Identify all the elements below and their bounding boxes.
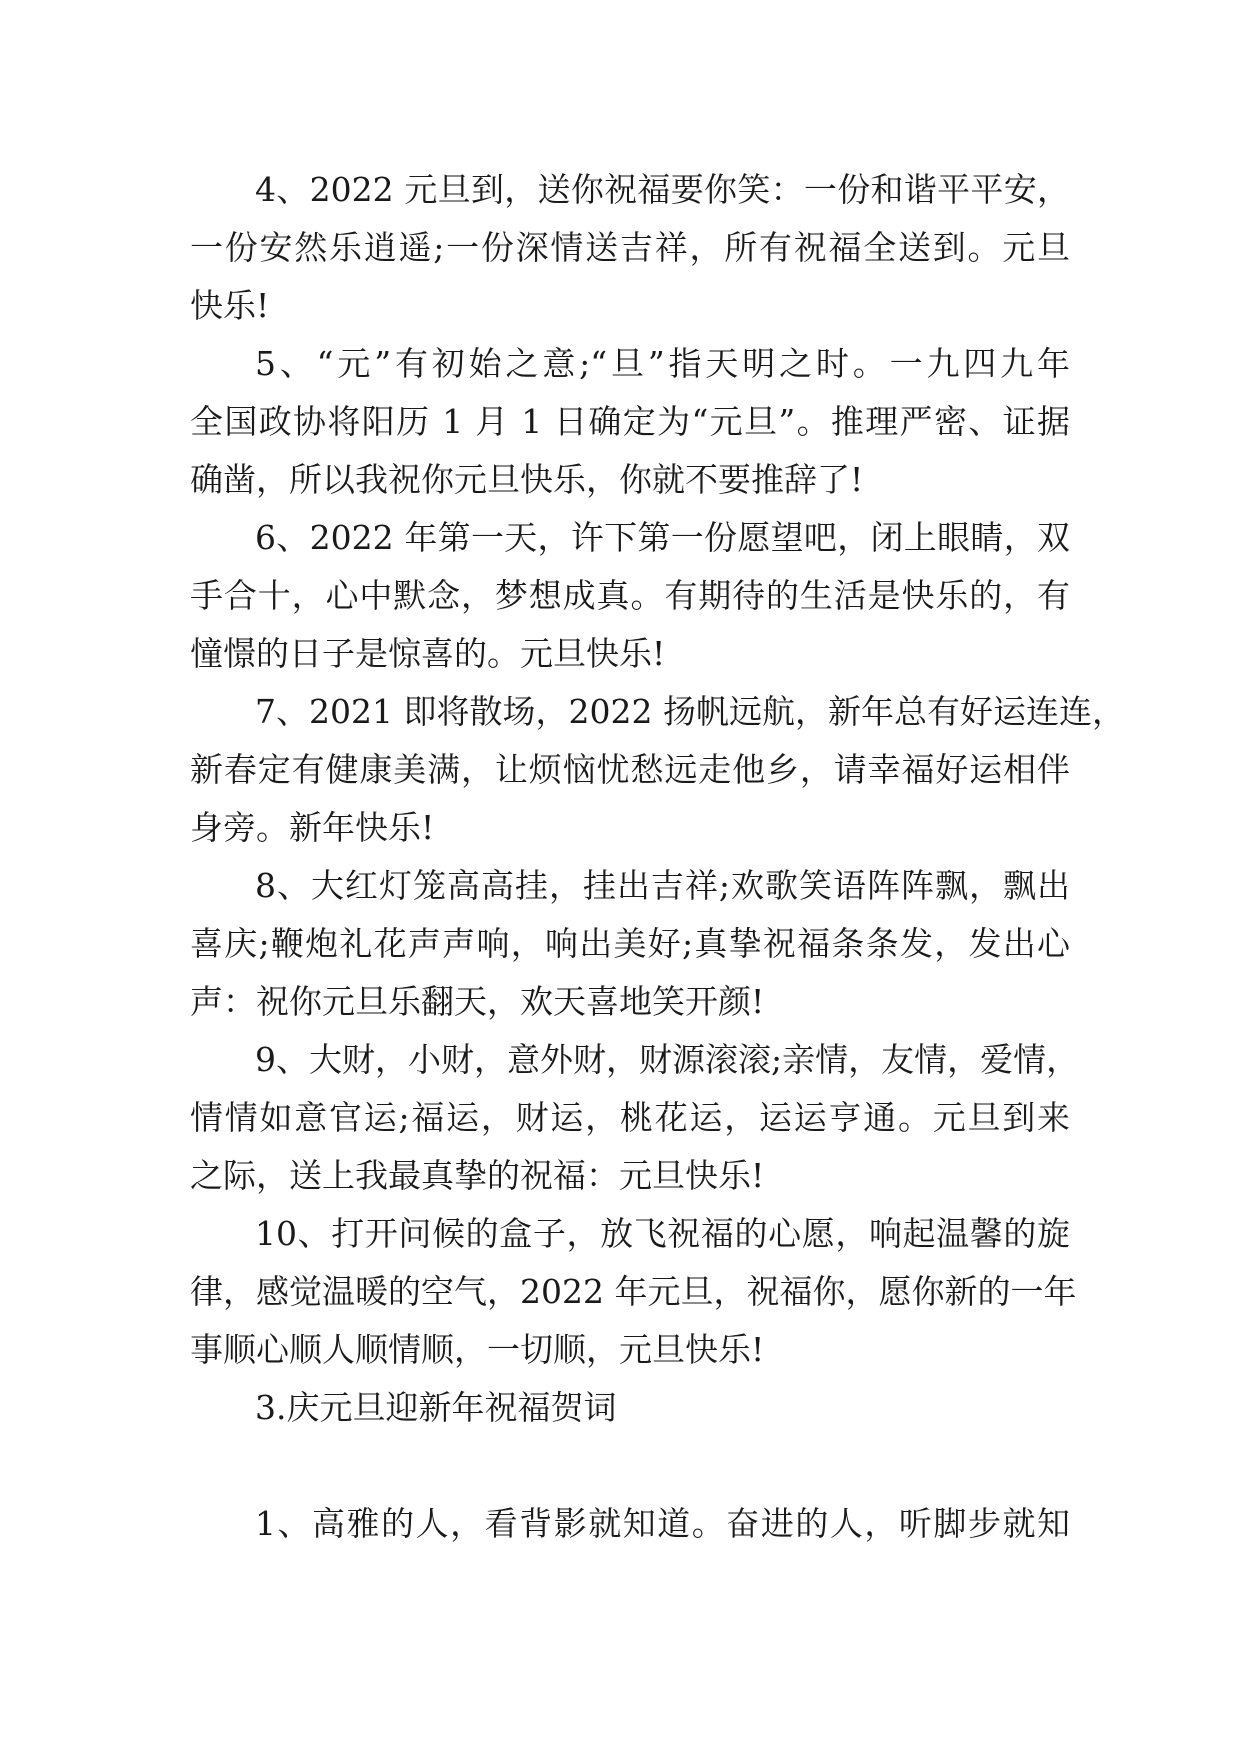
text-line: 确凿，所以我祝你元旦快乐，你就不要推辞了! bbox=[190, 460, 864, 499]
text-line: 喜庆;鞭炮礼花声声响，响出美好;真挚祝福条条发，发出心 bbox=[190, 924, 1070, 963]
text-line: 情情如意官运;福运，财运，桃花运，运运亨通。元旦到来 bbox=[190, 1098, 1070, 1137]
text-line: 8、大红灯笼高高挂，挂出吉祥;欢歌笑语阵阵飘，飘出 bbox=[255, 866, 1070, 905]
text-line: 全国政协将阳历 1 月 1 日确定为“元旦”。推理严密、证据 bbox=[190, 402, 1070, 441]
text-line: 律，感觉温暖的空气，2022 年元旦，祝福你，愿你新的一年 bbox=[190, 1272, 1077, 1311]
text-line: 之际，送上我最真挚的祝福：元旦快乐! bbox=[190, 1156, 765, 1195]
text-line: 10、打开问候的盒子，放飞祝福的心愿，响起温馨的旋 bbox=[255, 1214, 1070, 1253]
text-line: 快乐! bbox=[190, 286, 270, 325]
text-line: 新春定有健康美满，让烦恼忧愁远走他乡，请幸福好运相伴 bbox=[190, 750, 1070, 789]
text-line: 6、2022 年第一天，许下第一份愿望吧，闭上眼睛，双 bbox=[255, 518, 1070, 557]
section-heading: 3.庆元旦迎新年祝福贺词 bbox=[255, 1388, 617, 1427]
text-line: 7、2021 即将散场，2022 扬帆远航，新年总有好运连连， bbox=[255, 692, 1125, 731]
text-line: 憧憬的日子是惊喜的。元旦快乐! bbox=[190, 634, 666, 673]
text-line: 手合十，心中默念，梦想成真。有期待的生活是快乐的，有 bbox=[190, 576, 1070, 615]
text-line: 5、“元”有初始之意;“旦”指天明之时。一九四九年 bbox=[255, 344, 1070, 383]
text-line: 事顺心顺人顺情顺，一切顺，元旦快乐! bbox=[190, 1330, 765, 1369]
text-line: 身旁。新年快乐! bbox=[190, 808, 435, 847]
text-line: 一份安然乐逍遥;一份深情送吉祥，所有祝福全送到。元旦 bbox=[190, 228, 1070, 267]
text-line: 4、2022 元旦到，送你祝福要你笑：一份和谐平平安， bbox=[255, 170, 1070, 209]
text-line: 声：祝你元旦乐翻天，欢天喜地笑开颜! bbox=[190, 982, 765, 1021]
text-line: 1、高雅的人，看背影就知道。奋进的人，听脚步就知 bbox=[255, 1504, 1070, 1543]
text-line: 9、大财，小财，意外财，财源滚滚;亲情，友情，爱情， bbox=[255, 1040, 1080, 1079]
